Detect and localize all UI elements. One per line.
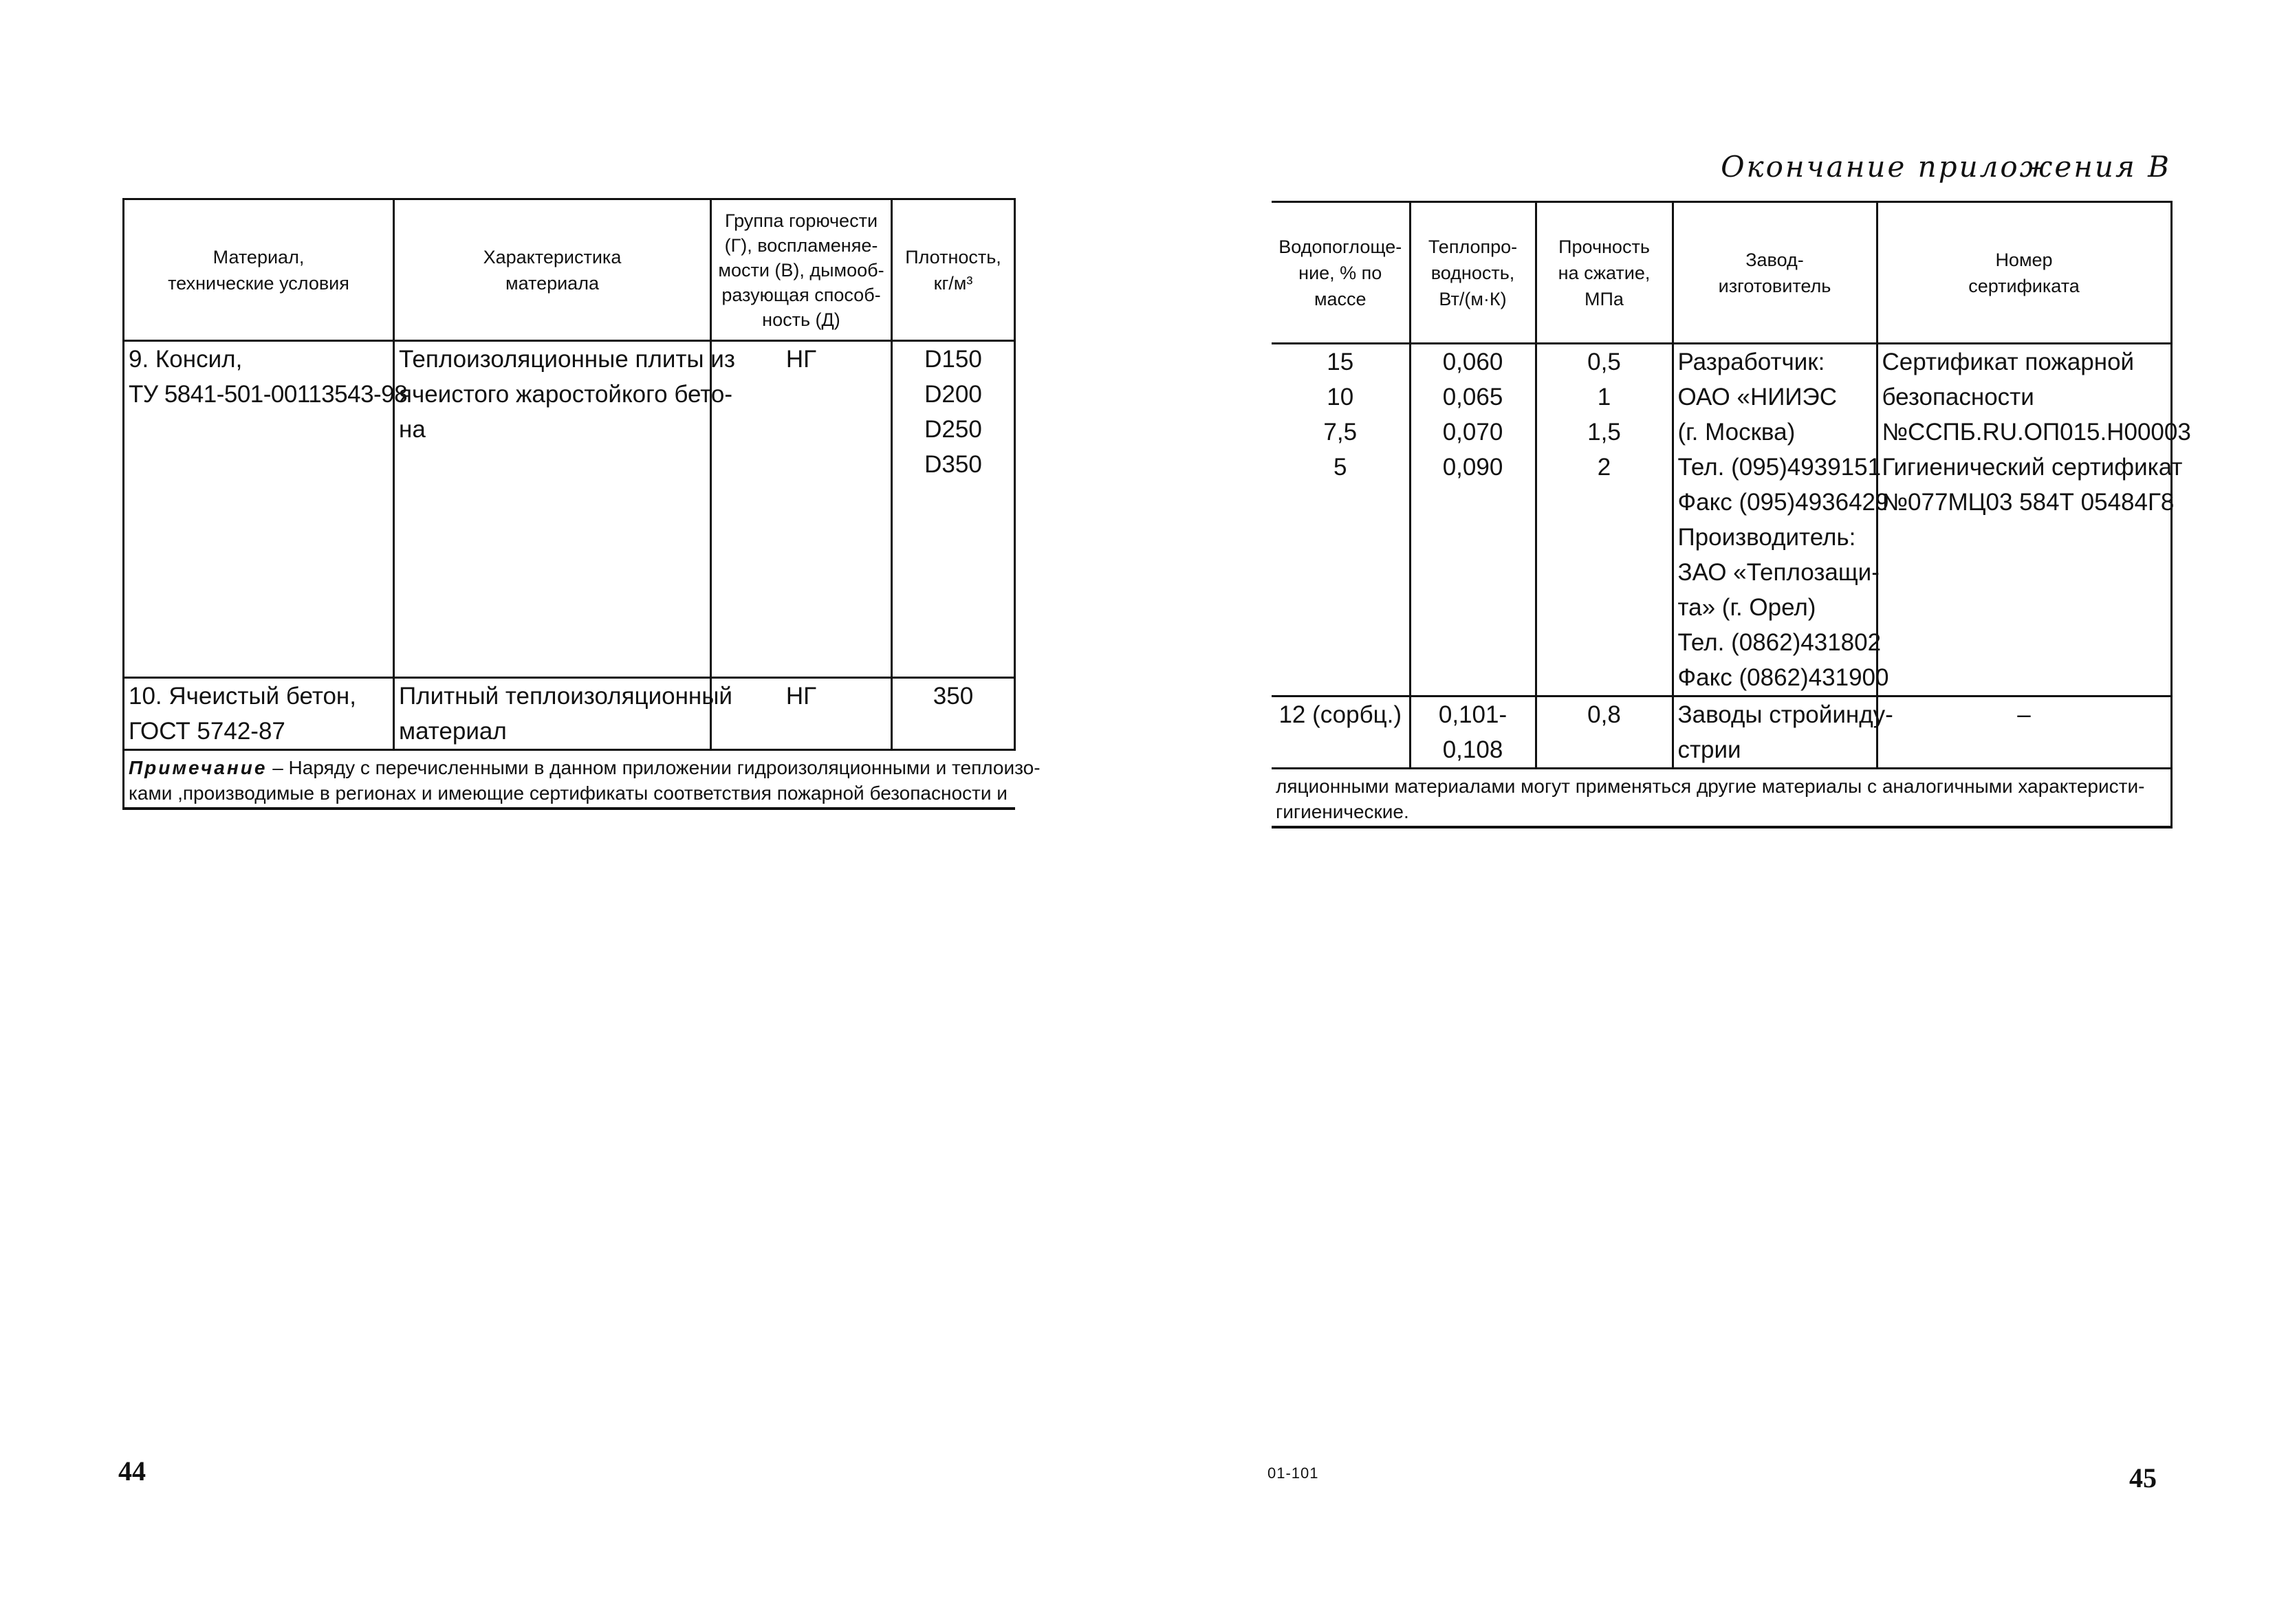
certificate-cell [1877, 696, 2171, 769]
characteristic-line: Плитный теплоизоляционный [399, 683, 732, 710]
manufacturer-line: Разработчик: [1677, 349, 1825, 375]
table-row [1272, 696, 2171, 769]
certificate-line: Сертификат пожарной [1882, 349, 2135, 375]
left-materials-table [122, 198, 1041, 810]
material-cell [124, 678, 394, 750]
characteristic-line: материал [399, 718, 507, 745]
material-cell [124, 341, 408, 678]
manufacturer-cell [1673, 696, 1893, 769]
water-value: 15 [1327, 349, 1354, 375]
header-material: Материал, технические условия [124, 199, 394, 341]
water-value: 12 (сорбц.) [1278, 701, 1402, 728]
table-row [1272, 344, 2171, 696]
manufacturer-line: Производитель: [1677, 524, 1856, 551]
manufacturer-cell [1673, 344, 1889, 696]
thermal-cell [1410, 696, 1536, 769]
header-water-absorption: Водопоглоще-ние, % по массе [1272, 202, 1410, 344]
characteristic-cell [394, 341, 735, 678]
water-value: 5 [1334, 454, 1347, 481]
strength-cell [1536, 696, 1673, 769]
material-line: ТУ 5841-501-00113543-98 [129, 381, 408, 408]
strength-value: 1,5 [1587, 419, 1621, 446]
appendix-caption: Окончание приложения В [1721, 150, 2171, 184]
header-flammability: Группа горючести (Г), воспламеняе-мости (В), дымооб-разующая способ-ность (Д) [711, 199, 892, 341]
thermal-value: 0,101- [1438, 701, 1507, 728]
manufacturer-line: Тел. (095)4939151 [1677, 454, 1882, 481]
water-value: 10 [1327, 384, 1354, 410]
note-line [129, 755, 1041, 780]
header-density: Плотность, кг/м³ [892, 199, 1015, 341]
footer-code: 01-101 [1267, 1464, 1319, 1482]
manufacturer-line: та» (г. Орел) [1677, 594, 1816, 621]
characteristic-line: на [399, 416, 426, 443]
strength-value: 2 [1597, 454, 1611, 481]
note-row [1272, 769, 2171, 828]
right-materials-table [1272, 201, 2191, 829]
certificate-line: – [2017, 701, 2031, 728]
certificate-cell [1877, 344, 2191, 696]
note-row [124, 750, 1015, 809]
thermal-value: 0,070 [1442, 419, 1503, 446]
water-cell [1272, 696, 1410, 769]
certificate-line: безопасности [1882, 384, 2034, 410]
characteristic-line: ячеистого жаростойкого бето- [399, 381, 733, 408]
note-cell [124, 750, 1041, 809]
page-number-left: 44 [118, 1456, 146, 1486]
thermal-value: 0,065 [1442, 384, 1503, 410]
manufacturer-line: (г. Москва) [1677, 419, 1796, 446]
table-row [124, 678, 1015, 750]
density-cell [892, 678, 1015, 750]
strength-value: 0,8 [1587, 701, 1621, 728]
manufacturer-line: Факс (095)4936429 [1677, 489, 1889, 516]
strength-cell [1536, 344, 1673, 696]
material-line: 9. Консил, [129, 346, 243, 373]
characteristic-cell [394, 678, 732, 750]
material-line: 10. Ячеистый бетон, [129, 683, 356, 710]
manufacturer-line: стрии [1677, 736, 1741, 763]
density-value: 350 [933, 683, 974, 710]
density-cell [892, 341, 1015, 678]
manufacturer-line: ЗАО «Теплозащи- [1677, 559, 1880, 586]
water-cell [1272, 344, 1410, 696]
header-certificate: Номер сертификата [1877, 202, 2171, 344]
flammability-cell: НГ [711, 678, 892, 750]
header-characteristic: Характеристика материала [394, 199, 711, 341]
certificate-line: Гигиенический сертификат [1882, 454, 2183, 481]
note-line: ляционными материалами могут применяться другие материалы с аналогичными характеристи- [1276, 776, 2145, 797]
certificate-line: №077МЦ03 584Т 05484Г8 [1882, 489, 2175, 516]
table-row [124, 341, 1015, 678]
header-thermal-conductivity: Теплопро-водность, Вт/(м·К) [1410, 202, 1536, 344]
manufacturer-line: Тел. (0862)431802 [1677, 629, 1882, 656]
thermal-cell [1410, 344, 1536, 696]
manufacturer-line: Заводы стройинду- [1677, 701, 1893, 728]
header-manufacturer: Завод-изготовитель [1673, 202, 1877, 344]
manufacturer-line: ОАО «НИИЭС [1677, 384, 1837, 410]
note-line: ками ,производимые в регионах и имеющие сертификаты соответствия пожарной безопасности и [129, 782, 1008, 804]
note-text: – Наряду с перечисленными в данном приложении гидроизоляционными и теплоизо- [267, 757, 1041, 778]
manufacturer-line: Факс (0862)431900 [1677, 664, 1889, 691]
header-compressive-strength: Прочность на сжатие, МПа [1536, 202, 1673, 344]
thermal-value: 0,108 [1442, 736, 1503, 763]
characteristic-line: Теплоизоляционные плиты из [399, 346, 735, 373]
flammability-cell: НГ [711, 341, 892, 678]
strength-value: 0,5 [1587, 349, 1621, 375]
density-value: D200 [924, 381, 982, 408]
certificate-line: №ССПБ.RU.ОП015.Н00003 [1882, 419, 2191, 446]
note-line: гигиенические. [1276, 801, 1409, 822]
thermal-value: 0,060 [1442, 349, 1503, 375]
page-number-right: 45 [2129, 1462, 2157, 1493]
material-line: ГОСТ 5742-87 [129, 718, 285, 745]
water-value: 7,5 [1323, 419, 1358, 446]
strength-value: 1 [1597, 384, 1611, 410]
density-value: D150 [924, 346, 982, 373]
note-cell [1272, 769, 2171, 828]
note-head: Примечание [129, 757, 268, 778]
thermal-value: 0,090 [1442, 454, 1503, 481]
density-value: D250 [924, 416, 982, 443]
density-value: D350 [924, 451, 982, 478]
